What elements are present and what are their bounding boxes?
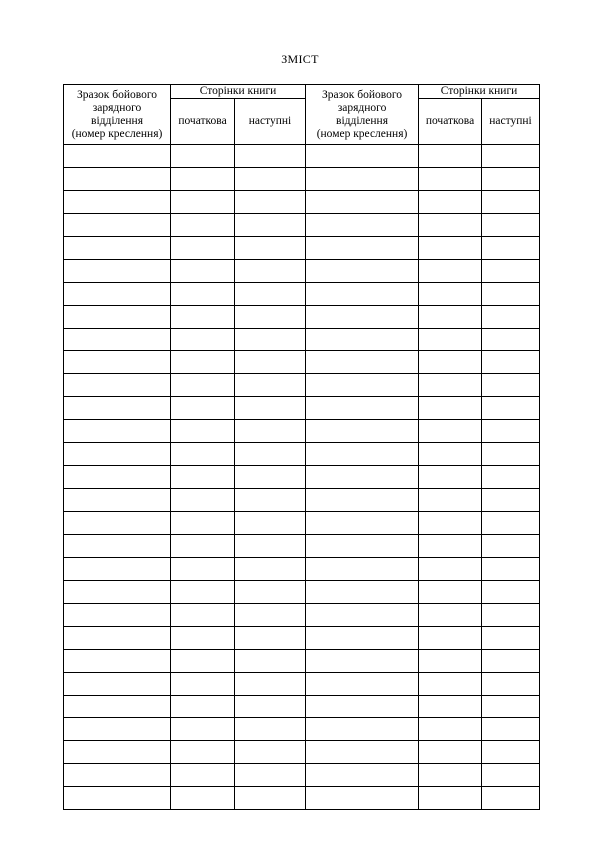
table-cell [419, 695, 482, 718]
table-cell [419, 328, 482, 351]
table-cell [419, 397, 482, 420]
sample-header-line: Зразок бойового [76, 88, 158, 101]
table-cell [171, 374, 235, 397]
table-row [64, 190, 540, 213]
table-cell [419, 672, 482, 695]
table-cell [306, 259, 419, 282]
table-cell [171, 190, 235, 213]
table-cell [235, 580, 306, 603]
table-row [64, 259, 540, 282]
table-cell [306, 145, 419, 168]
table-cell [306, 213, 419, 236]
table-cell [64, 397, 171, 420]
table-cell [64, 626, 171, 649]
table-cell [482, 145, 540, 168]
table-row [64, 489, 540, 512]
table-cell [306, 351, 419, 374]
table-cell [306, 443, 419, 466]
table-cell [171, 672, 235, 695]
table-cell [64, 466, 171, 489]
table-cell [171, 466, 235, 489]
table-cell [419, 351, 482, 374]
table-cell [235, 259, 306, 282]
table-cell [482, 649, 540, 672]
table-cell [64, 145, 171, 168]
table-cell [306, 695, 419, 718]
table-cell [482, 603, 540, 626]
table-cell [171, 167, 235, 190]
table-cell [171, 397, 235, 420]
table-cell [482, 557, 540, 580]
initial-page-header: початкова [171, 99, 235, 145]
sample-header-line: зарядного [92, 101, 142, 114]
table-cell [235, 466, 306, 489]
table-cell [171, 580, 235, 603]
table-row [64, 603, 540, 626]
table-cell [64, 213, 171, 236]
table-cell [482, 718, 540, 741]
table-cell [419, 489, 482, 512]
table-row [64, 649, 540, 672]
table-cell [306, 466, 419, 489]
table-cell [235, 374, 306, 397]
table-row [64, 145, 540, 168]
table-cell [235, 649, 306, 672]
table-cell [171, 764, 235, 787]
table-cell [419, 534, 482, 557]
table-cell [482, 466, 540, 489]
table-cell [171, 626, 235, 649]
table-cell [64, 787, 171, 810]
table-row [64, 328, 540, 351]
table-cell [64, 718, 171, 741]
table-cell [235, 145, 306, 168]
table-cell [482, 787, 540, 810]
table-cell [64, 167, 171, 190]
table-cell [171, 236, 235, 259]
table-row [64, 626, 540, 649]
table-cell [306, 512, 419, 535]
table-cell [64, 580, 171, 603]
table-cell [419, 213, 482, 236]
table-cell [482, 534, 540, 557]
table-cell [306, 649, 419, 672]
table-row [64, 236, 540, 259]
table-cell [235, 213, 306, 236]
table-cell [419, 236, 482, 259]
contents-table-body [64, 145, 540, 810]
table-row [64, 466, 540, 489]
table-cell [482, 190, 540, 213]
table-row [64, 420, 540, 443]
table-cell [306, 167, 419, 190]
table-cell [482, 741, 540, 764]
table-cell [171, 420, 235, 443]
table-cell [64, 695, 171, 718]
table-cell [64, 420, 171, 443]
table-cell [306, 534, 419, 557]
table-cell [419, 764, 482, 787]
table-cell [306, 626, 419, 649]
table-cell [235, 167, 306, 190]
table-cell [482, 374, 540, 397]
table-cell [235, 764, 306, 787]
table-cell [64, 489, 171, 512]
table-cell [482, 489, 540, 512]
table-row [64, 534, 540, 557]
table-cell [419, 512, 482, 535]
table-cell [235, 626, 306, 649]
table-cell [235, 741, 306, 764]
table-cell [306, 741, 419, 764]
table-cell [64, 305, 171, 328]
table-cell [306, 420, 419, 443]
table-cell [64, 282, 171, 305]
next-pages-header: наступні [482, 99, 540, 145]
table-cell [171, 534, 235, 557]
table-cell [64, 557, 171, 580]
table-cell [64, 512, 171, 535]
table-cell [482, 328, 540, 351]
table-cell [235, 557, 306, 580]
initial-page-header: початкова [419, 99, 482, 145]
table-cell [419, 603, 482, 626]
table-cell [64, 236, 171, 259]
table-row [64, 282, 540, 305]
table-cell [171, 557, 235, 580]
table-cell [64, 672, 171, 695]
table-cell [64, 190, 171, 213]
table-row [64, 741, 540, 764]
table-cell [171, 305, 235, 328]
table-cell [306, 374, 419, 397]
table-cell [482, 580, 540, 603]
table-row [64, 443, 540, 466]
next-pages-header: наступні [235, 99, 306, 145]
table-cell [235, 534, 306, 557]
table-cell [306, 397, 419, 420]
table-cell [419, 580, 482, 603]
table-row [64, 397, 540, 420]
contents-table [63, 84, 540, 810]
table-cell [482, 420, 540, 443]
table-cell [419, 649, 482, 672]
table-cell [235, 282, 306, 305]
table-cell [419, 787, 482, 810]
table-cell [306, 764, 419, 787]
table-cell [482, 672, 540, 695]
table-row [64, 580, 540, 603]
table-cell [235, 787, 306, 810]
table-cell [171, 282, 235, 305]
table-cell [306, 580, 419, 603]
table-cell [482, 764, 540, 787]
table-cell [419, 282, 482, 305]
sample-header-line: відділення [336, 114, 388, 127]
table-row [64, 695, 540, 718]
table-cell [419, 167, 482, 190]
table-cell [235, 443, 306, 466]
table-cell [64, 443, 171, 466]
table-row [64, 787, 540, 810]
table-cell [235, 489, 306, 512]
table-cell [419, 420, 482, 443]
table-cell [306, 328, 419, 351]
table-cell [64, 374, 171, 397]
table-cell [482, 259, 540, 282]
table-cell [482, 626, 540, 649]
table-cell [171, 695, 235, 718]
table-cell [306, 489, 419, 512]
page-title: ЗМІСТ [281, 52, 319, 66]
table-row [64, 213, 540, 236]
table-cell [235, 718, 306, 741]
table-cell [306, 305, 419, 328]
table-cell [171, 213, 235, 236]
sample-header-right [306, 85, 419, 145]
table-cell [419, 718, 482, 741]
table-row [64, 718, 540, 741]
table-row [64, 167, 540, 190]
table-cell [419, 259, 482, 282]
table-cell [171, 145, 235, 168]
table-cell [306, 236, 419, 259]
table-cell [171, 649, 235, 672]
sample-header-left [64, 85, 171, 145]
table-cell [419, 443, 482, 466]
table-cell [235, 397, 306, 420]
table-cell [482, 512, 540, 535]
table-cell [235, 190, 306, 213]
table-cell [171, 328, 235, 351]
table-cell [235, 305, 306, 328]
table-cell [235, 351, 306, 374]
table-cell [235, 236, 306, 259]
table-cell [235, 512, 306, 535]
table-cell [171, 718, 235, 741]
table-cell [171, 351, 235, 374]
table-cell [306, 190, 419, 213]
table-row [64, 764, 540, 787]
sample-header-line: зарядного [337, 101, 387, 114]
table-cell [235, 695, 306, 718]
table-cell [171, 443, 235, 466]
table-cell [235, 603, 306, 626]
table-cell [306, 787, 419, 810]
table-cell [171, 603, 235, 626]
table-cell [64, 603, 171, 626]
table-cell [64, 351, 171, 374]
table-cell [482, 213, 540, 236]
table-cell [419, 741, 482, 764]
table-cell [419, 305, 482, 328]
table-cell [419, 145, 482, 168]
table-cell [482, 397, 540, 420]
table-row [64, 351, 540, 374]
table-cell [171, 489, 235, 512]
table-cell [419, 557, 482, 580]
table-cell [171, 787, 235, 810]
table-cell [235, 328, 306, 351]
table-cell [306, 557, 419, 580]
table-row [64, 374, 540, 397]
table-cell [64, 534, 171, 557]
table-cell [482, 443, 540, 466]
table-row [64, 512, 540, 535]
table-cell [306, 672, 419, 695]
table-cell [64, 328, 171, 351]
table-row [64, 305, 540, 328]
table-cell [171, 741, 235, 764]
table-cell [235, 672, 306, 695]
table-cell [482, 305, 540, 328]
table-cell [171, 512, 235, 535]
table-cell [482, 351, 540, 374]
table-cell [306, 603, 419, 626]
table-cell [235, 420, 306, 443]
table-row [64, 672, 540, 695]
sample-header-line: відділення [91, 114, 143, 127]
table-cell [419, 190, 482, 213]
pages-header-left: Сторінки книги [171, 85, 306, 99]
table-cell [482, 282, 540, 305]
table-cell [171, 259, 235, 282]
pages-header-right: Сторінки книги [419, 85, 540, 99]
table-cell [482, 695, 540, 718]
table-cell [306, 282, 419, 305]
sample-header-line: (номер креслення) [71, 127, 163, 140]
table-cell [64, 741, 171, 764]
table-cell [419, 626, 482, 649]
table-cell [419, 466, 482, 489]
table-cell [64, 764, 171, 787]
sample-header-line: Зразок бойового [321, 88, 403, 101]
table-cell [482, 167, 540, 190]
table-cell [306, 718, 419, 741]
sample-header-line: (номер креслення) [316, 127, 408, 140]
table-row [64, 557, 540, 580]
table-cell [64, 259, 171, 282]
table-cell [482, 236, 540, 259]
table-cell [64, 649, 171, 672]
table-cell [419, 374, 482, 397]
